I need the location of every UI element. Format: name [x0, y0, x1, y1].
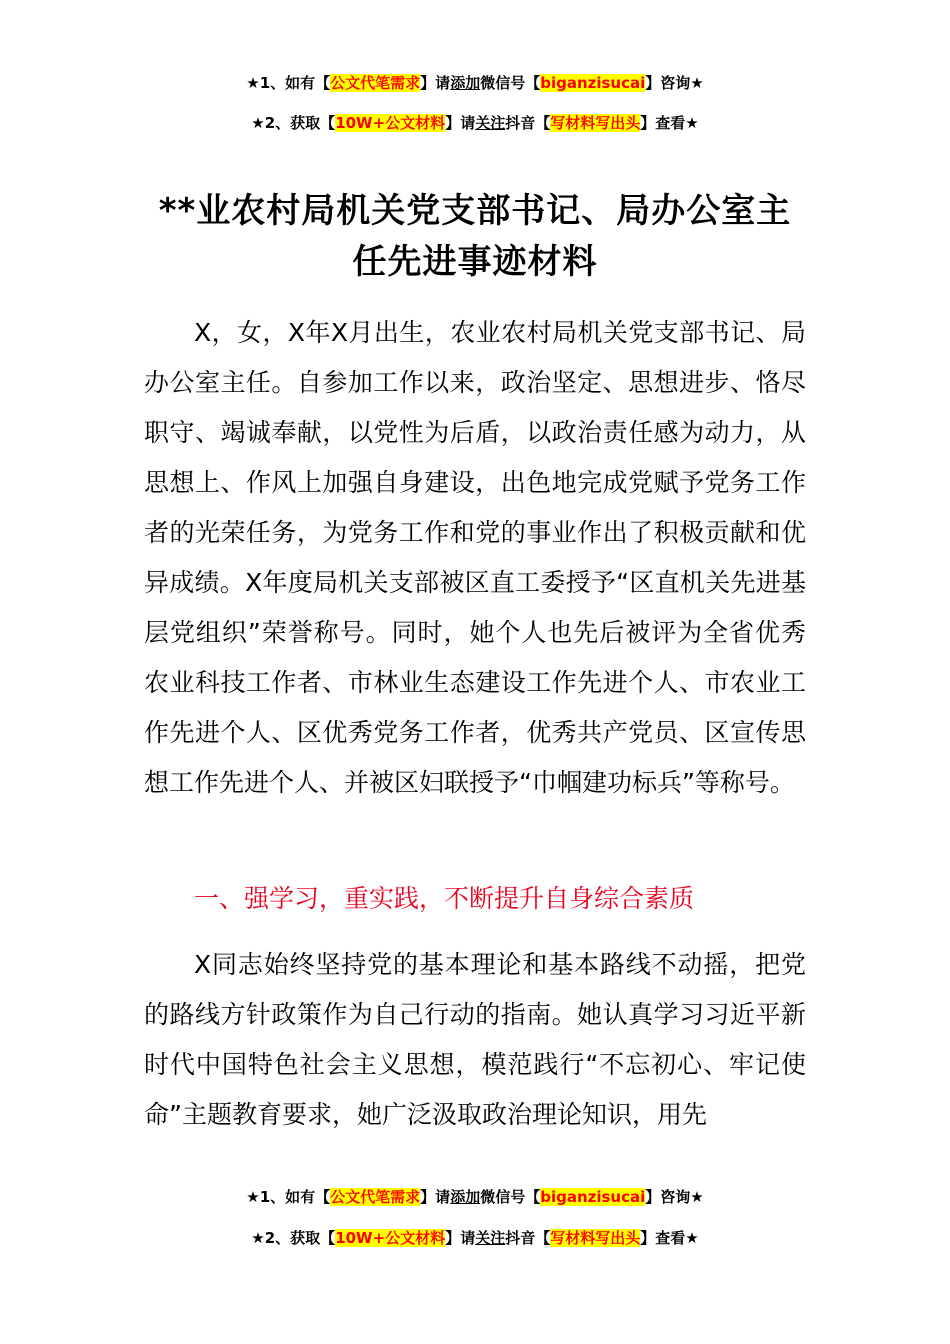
document-title — [120, 186, 830, 288]
banner-text: 】查看★ — [640, 1229, 699, 1247]
banner-highlight: 公文代笔需求 — [330, 74, 421, 92]
banner-underlined-text: 添加 — [450, 1188, 481, 1206]
banner-text: ★1、如有【 — [246, 74, 331, 92]
banner-text: ★2、获取【 — [251, 114, 336, 132]
banner-text: 】请 — [445, 1229, 476, 1247]
banner-highlight: 写材料写出头 — [550, 1229, 641, 1247]
bottom-banner-line-1 — [0, 1185, 950, 1209]
title-line-1: **业农村局机关党支部书记、局办公室主 — [158, 191, 792, 231]
top-banner-line-1 — [0, 71, 950, 95]
banner-highlight: biganzisucai — [540, 1188, 646, 1206]
banner-highlight: 公文代笔需求 — [330, 1188, 421, 1206]
banner-text: 】请 — [420, 1188, 451, 1206]
paragraph-intro: X，女，X年X月出生，农业农村局机关党支部书记、局办公室主任。自参加工作以来，政治坚定、思想进步、恪尽职守、竭诚奉献，以党性为后盾，以政治责任感为动力，从思想上、作风上加强自身建设，出色地完成党赋予党务工作者的光荣任务，为党务工作和党的事业作出了积极贡献和优异成绩。X年度局机关支部被区直工委授予“区直机关先进基层党组织”荣誉称号。同时，她个人也先后被评为全省优秀农业科技工作者、市林业生态建设工作先进个人、市农业工作先进个人、区优秀党务工作者，优秀共产党员、区宣传思想工作先进个人、并被区妇联授予“巾帼建功标兵”等称号。 — [144, 318, 806, 797]
banner-text: 微信号【 — [480, 74, 541, 92]
banner-highlight: 10W+公文材料 — [335, 1229, 446, 1247]
top-banner-line-2 — [0, 111, 950, 135]
banner-text: 】咨询★ — [645, 1188, 704, 1206]
paragraph-section-1: X同志始终坚持党的基本理论和基本路线不动摇，把党的路线方针政策作为自己行动的指南。她认真学习习近平新时代中国特色社会主义思想，模范践行“不忘初心、牢记使命”主题教育要求，她广泛汲取政治理论知识，用先 — [144, 950, 806, 1129]
banner-text: 抖音【 — [505, 114, 551, 132]
banner-underlined-text: 添加 — [450, 74, 481, 92]
banner-highlight: 写材料写出头 — [550, 114, 641, 132]
banner-highlight: 10W+公文材料 — [335, 114, 446, 132]
banner-text: 抖音【 — [505, 1229, 551, 1247]
banner-text: ★1、如有【 — [246, 1188, 331, 1206]
section-heading-1: 一、强学习，重实践，不断提升自身综合素质 — [194, 884, 695, 913]
banner-text: ★2、获取【 — [251, 1229, 336, 1247]
bottom-banner-line-2 — [0, 1226, 950, 1250]
banner-underlined-text: 关注 — [475, 114, 506, 132]
banner-underlined-text: 关注 — [475, 1229, 506, 1247]
title-line-2: 任先进事迹材料 — [352, 242, 598, 282]
banner-text: 微信号【 — [480, 1188, 541, 1206]
banner-text: 】请 — [420, 74, 451, 92]
banner-text: 】查看★ — [640, 114, 699, 132]
banner-text: 】请 — [445, 114, 476, 132]
banner-text: 】咨询★ — [645, 74, 704, 92]
banner-highlight: biganzisucai — [540, 74, 646, 92]
